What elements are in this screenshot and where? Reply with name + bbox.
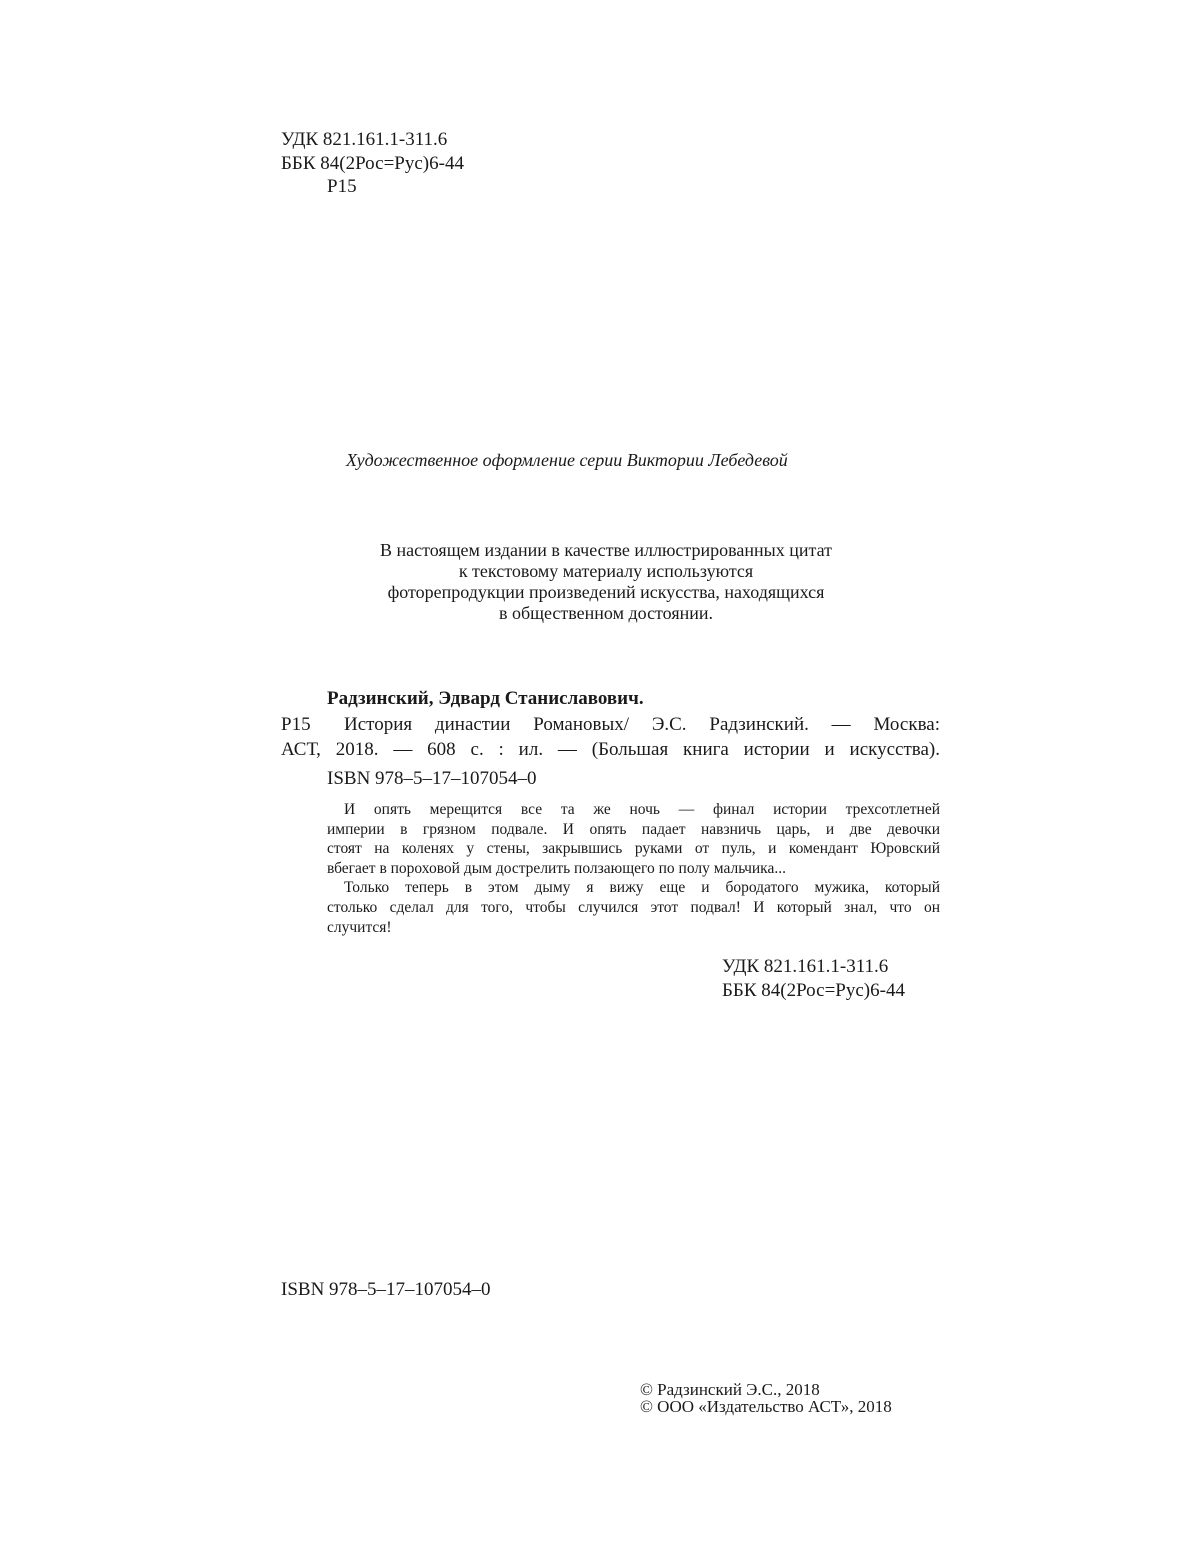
title-line-1: История династии Романовых/ Э.С. Радзинский. — Москва: <box>344 714 940 735</box>
notice-line: к текстовому материалу используются <box>458 561 754 581</box>
udk-code-top: УДК 821.161.1-311.6 <box>281 129 448 150</box>
notice-line: фоторепродукции произведений искусства, находящихся <box>387 582 825 602</box>
public-domain-notice <box>306 540 906 624</box>
title-line-2: АСТ, 2018. — 608 с. : ил. — (Большая книга истории и искусства). <box>281 739 940 760</box>
udk-code-bottom: УДК 821.161.1-311.6 <box>722 956 889 977</box>
abstract-line: империи в грязном подвале. И опять падает навзничь царь, и две девочки <box>327 820 940 838</box>
isbn-bottom: ISBN 978–5–17–107054–0 <box>281 1279 491 1300</box>
copyright-publisher: © ООО «Издательство АСТ», 2018 <box>640 1397 892 1416</box>
author-mark-top: Р15 <box>327 176 357 197</box>
abstract <box>327 800 940 937</box>
author-mark: Р15 <box>281 714 311 735</box>
abstract-line: вбегает в пороховой дым дострелить ползающего по полу мальчика... <box>327 859 786 877</box>
copyright-author: © Радзинский Э.С., 2018 <box>640 1380 820 1399</box>
isbn: ISBN 978–5–17–107054–0 <box>327 768 537 789</box>
author-heading: Радзинский, Эдвард Станиславович. <box>327 688 644 709</box>
bbk-code-bottom: ББК 84(2Рос=Рус)6-44 <box>722 980 905 1001</box>
abstract-line: стоят на коленях у стены, закрывшись руками от пуль, и комендант Юровский <box>327 840 940 858</box>
bbk-code-top: ББК 84(2Рос=Рус)6-44 <box>281 153 464 174</box>
design-credit: Художественное оформление серии Виктории Лебедевой <box>346 450 788 470</box>
abstract-line: Только теперь в этом дыму я вижу еще и бородатого мужика, который <box>344 879 940 897</box>
notice-line: в общественном достоянии. <box>498 603 714 623</box>
abstract-line: случится! <box>327 918 392 936</box>
abstract-line: столько сделал для того, чтобы случился этот подвал! И который знал, что он <box>327 898 940 916</box>
notice-line: В настоящем издании в качестве иллюстрированных цитат <box>380 540 832 560</box>
abstract-line: И опять мерещится все та же ночь — финал истории трехсотлетней <box>344 801 940 818</box>
